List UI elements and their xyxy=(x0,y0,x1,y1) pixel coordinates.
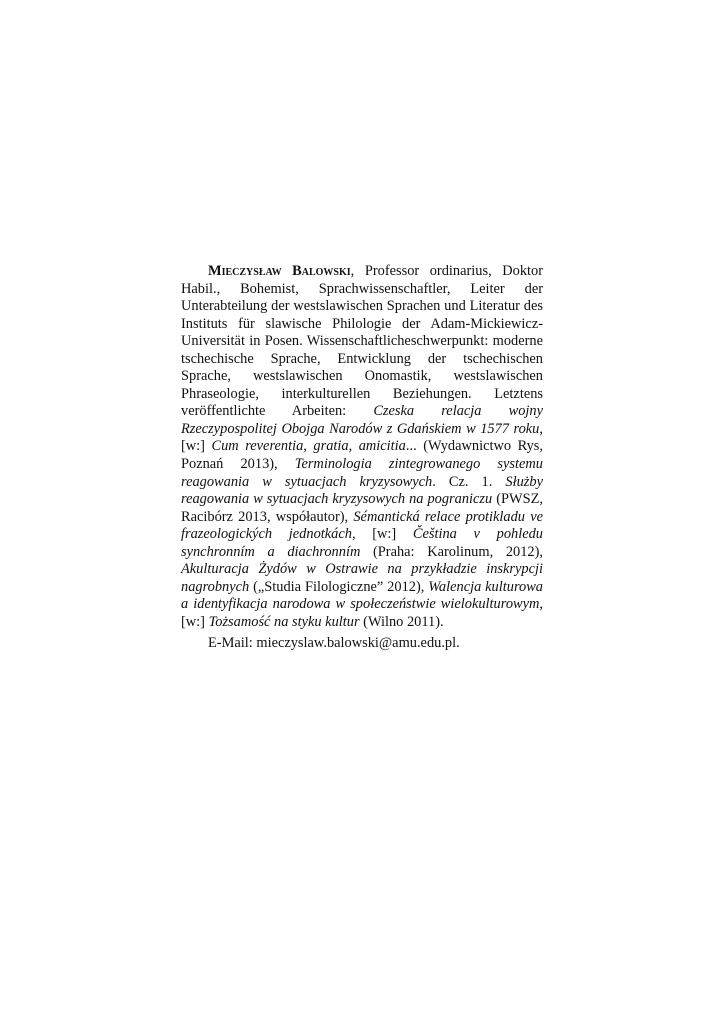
segment-9-work-title: Sémantická relace protikladu ve frazeologických jednotkách xyxy=(181,508,544,543)
email-label: E-Mail: xyxy=(208,635,253,652)
segment-5-work-title: Terminologia zintegrowanego systemu reagowania w sytuacjach kryzysowych xyxy=(181,456,543,490)
segment-4: ... (Wydawnictwo Rys, Poznań 2013), xyxy=(181,438,543,473)
segment-12: (Praha: Karolinum, 2012), xyxy=(360,543,543,560)
segment-14: („Studia Filologiczne” 2012), xyxy=(249,578,429,595)
segment-15-work-title: Walencja kulturowa a identyfikacja narodowa w społeczeństwie wielokulturowym xyxy=(181,578,543,613)
author-name: Mieczysław Balowski xyxy=(208,263,351,279)
segment-17-work-title: Tożsamość na styku kultur xyxy=(208,613,360,630)
author-bio-block xyxy=(181,263,543,653)
segment-11-work-title: Čeština v pohledu synchronním a diachronním xyxy=(181,526,543,560)
email-address[interactable]: mieczyslaw.balowski@amu.edu.pl xyxy=(256,635,457,652)
email-suffix: . xyxy=(456,635,460,652)
segment-6: . Cz. 1. xyxy=(432,473,506,490)
segment-16: , [w:] xyxy=(181,596,543,630)
segment-13-work-title: Akulturacja Żydów w Ostrawie na przykładzie inskrypcji nagrobnych xyxy=(181,561,543,595)
segment-1-work-title: Czeska relacja wojny Rzeczypospolitej Obojga Narodów z Gdańskiem w 1577 roku xyxy=(181,403,543,437)
segment-8: (PWSZ, Racibórz 2013, współautor), xyxy=(181,491,543,525)
segment-7-work-title: Służby reagowania w sytuacjach kryzysowych na pograniczu xyxy=(181,473,543,508)
segment-0: , Professor ordinarius, Doktor Habil., Bohemist, Sprachwissenschaftler, Leiter der Unterabteilung der westslawischen Sprachen und Literatur des Instituts für slawische Philologie der Adam-Mickiewicz-Universität in Posen. Wissenschaftlicheschwerpunkt: moderne tschechische Sprache, Entwicklung der tschechischen Sprache, westslawischen Onomastik, westslawischen Phraseologie, interkulturellen Beziehungen. Letztens veröffentlichte Arbeiten: xyxy=(181,263,544,420)
bio-paragraph xyxy=(181,263,543,631)
segment-10: , [w:] xyxy=(351,526,413,543)
segment-2: , [w:] xyxy=(181,420,543,455)
segment-3-work-title: Cum reverentia, gratia, amicitia xyxy=(211,438,406,455)
email-paragraph xyxy=(181,635,543,653)
segment-18: (Wilno 2011). xyxy=(359,613,444,630)
